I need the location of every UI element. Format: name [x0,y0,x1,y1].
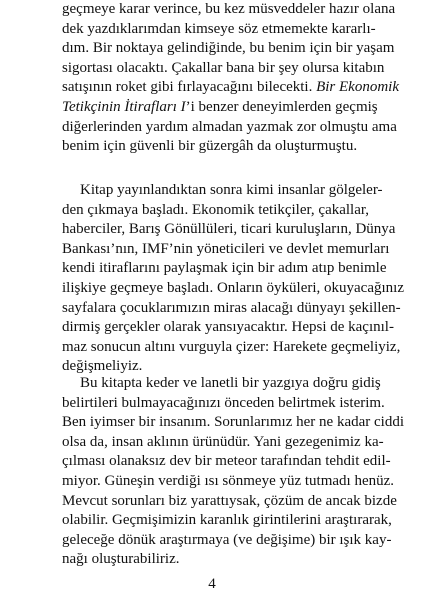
text-run: haberciler, Barış Gönüllüleri, ticari kuruluşların, Dünya [62,221,396,238]
text-line [62,531,392,551]
text-line [62,413,404,433]
text-line [62,279,404,299]
text-line [62,492,397,512]
page-number: 4 [208,576,216,592]
text-run: Mevcut sorunları biz yarattıysak, çözüm de ancak bizde [62,492,397,509]
text-line [62,181,383,201]
text-run: diğerlerinden yardım almadan yazmak zor olmuştu ama [62,118,397,135]
text-run: geçmeye karar verince, bu kez müsveddeler hazır olana [62,1,396,17]
italic-title: Bir Ekonomik [316,79,399,96]
text-line [62,39,395,59]
text-run: kendi itiraflarını paylaşmak için bir adım atıp benimle [62,260,387,277]
text-line [62,20,376,40]
text-run: dek yazdıklarımdan kimseye söz etmemekte kararlı- [62,20,376,37]
text-line [62,201,370,221]
text-run: çılması olanaksız dev bir meteor tarafından tehdit edil- [62,453,391,470]
text-run: sayfalara çocuklarımızın miras alacağı dünyayı şekillen- [62,299,401,316]
text-run: miyor. Güneşin verdiği ısı sönmeye yüz tutmadı henüz. [62,472,395,489]
text-line [62,511,392,531]
text-run: ilişkiye geçmeye başladı. Onların öyküleri, okuyacağınız [62,279,404,296]
text-line [62,433,384,453]
text-run: geleceğe dönük araştırmaya (ve değişime) bir ışık kay- [62,531,392,548]
text-line [62,452,391,472]
italic-title: Tetikçinin İtirafları I [62,98,186,115]
text-line [62,59,385,79]
text-run: değişmeliyiz. [62,358,143,375]
paragraph [62,0,399,157]
text-run: dım. Bir noktaya gelindiğinde, bu benim için bir yaşam [62,40,395,57]
text-run: belirtileri bulmayacağınızı önceden belirtmek isterim. [62,394,385,411]
text-run: satışının roket gibi fırlayacağını bilecekti. [62,79,317,96]
text-run: sigortası olacaktı. Çakallar bana bir şey olursa kitabın [62,59,385,76]
text-line [62,259,387,279]
text-run: olabilir. Geçmişimizin karanlık girintilerini araştırarak, [62,512,392,529]
text-run: nağı oluşturabiliriz. [62,551,180,568]
text-run: Kitap yayınlandıktan sonra kimi insanlar gölgeler- [80,182,383,198]
text-line [62,550,362,570]
text-run: dirmiş gerçekler olarak yansıyacaktır. Hepsi de kaçınıl- [62,319,394,336]
text-run: benim için güvenli bir güzergâh da oluşturmuştu. [62,138,358,155]
paragraph [62,181,404,377]
paragraph [62,374,404,570]
text-line [62,318,394,338]
text-run: Bankası’nın, IMF’nin yöneticileri ve devlet memurları [62,240,390,257]
text-run: olsa da, insan aklının ürünüdür. Yani gezegenimiz ka- [62,433,384,450]
text-run: den çıkmaya başladı. Ekonomik tetikçiler, çakallar, [62,201,370,218]
text-line [62,137,362,157]
text-line [62,299,401,319]
text-line [62,0,396,20]
text-run: Ben iyimser bir insanım. Sorunlarımız her ne kadar ciddi [62,414,404,431]
text-line [62,338,401,358]
text-line [62,78,399,98]
text-run: maz sonucun altını vurguyla çizer: Harekete geçmeliyiz, [62,338,401,355]
text-run: ’i benzer deneyimlerden geçmiş [185,98,378,115]
text-line [62,394,385,414]
text-line [62,374,381,394]
text-line [62,240,390,260]
text-line [62,98,378,118]
text-line [62,472,395,492]
text-run: Bu kitapta keder ve lanetli bir yazgıya doğru gidiş [80,375,381,391]
text-line [62,118,397,138]
text-line [62,220,396,240]
